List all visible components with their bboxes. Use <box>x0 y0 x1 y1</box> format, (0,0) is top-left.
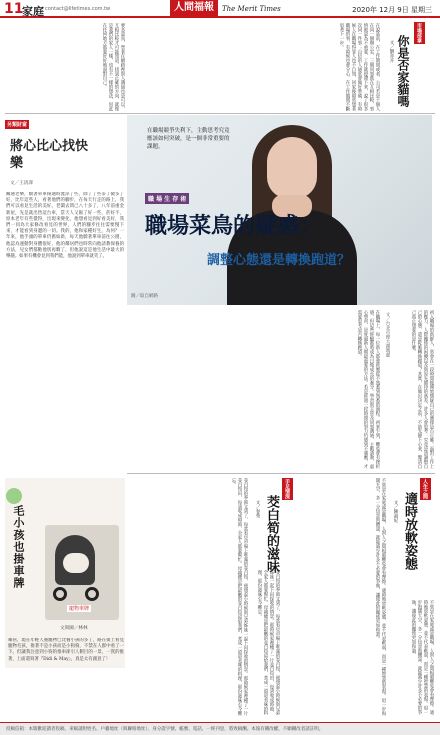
section-name: 家庭 <box>22 5 44 18</box>
flower-icon <box>6 488 22 504</box>
section-tag-top: 市場部拿 <box>414 22 425 44</box>
paper-name-en: The Merit Times <box>222 5 281 13</box>
top-article-title: 你是否家貓嗎 <box>396 35 410 107</box>
pet-feature-title: 毛小孩也掛車牌 <box>12 505 25 589</box>
pet-feature-author: 文與圖／林林 <box>60 626 88 631</box>
pet-photo-label: 寵物車牌 <box>69 606 90 612</box>
issue-date: 2020年 12月 9日 星期三 <box>352 6 432 14</box>
center-bottom-body: 茭白筍的季節又到了，每當看見市場上堆滿的茭白筍，便想起小時候與兄弟姊妹一起下田採收的情景。那時候家裡種了一片茭白筍田，每到收成時節，全家人都要幫忙。母親總是把最嫩的茭白筍留給我們，煮成一道道美味的料理，那份滋味至今難忘。 <box>231 478 248 716</box>
section-tag-right: 人生之間 <box>420 478 431 500</box>
left-article-author: 文／王清澤 <box>10 181 33 186</box>
section-tag-center: 手足情深 <box>282 478 293 500</box>
top-article-author: 文／劉亦卉 <box>389 40 394 63</box>
right-bottom-author: 文／陳淑妃 <box>393 500 398 523</box>
left-article-body: 關通老樂，騎著單車揚通時流涼了些，除了了些茶了微多了好，比年這些人，看著他們的腳步，在每天行走的路上，我們可以看見生活的美好。老闆去問己八十多了，八年前重金新屋，先是就出售這台車，當天人又鬆了好一些，菸好不，原本老年有些覺得，出現來變化，他想看見到好看美好，我們一同為大家修改看見的世界，人們的腳步往往需要慢下來，才能看到身邊的一切。我的，他和家種好生，為何？一年來，他手頭的單車仍舊如新，每天他騎著單車前往公園，他認為運動對身體很好，他的鄰居們也時常向他請教保養的方法，兒女們都勸他別再騎了，但他說這是他生活中最大的樂趣。如果有機會見到我們能，他說到單車就笑了。 <box>6 192 124 260</box>
hero-credit: 圖／取自網路 <box>131 294 158 299</box>
divider-top <box>5 113 435 114</box>
page-number: 11 <box>4 1 24 17</box>
hero-side-body: 初入職場的新鮮人，常會在一段時間後開始懷疑自己的選擇是否正確。面對工作上的壓力、人際關係的困擾以及與原先期待的落差，許多人會思考：究竟是該調整自己的心態，還是乾脆轉換跑道？其實，在做出決定之前，不妨先靜下心來，釐清自己真正想要的是什麼。 <box>411 310 434 469</box>
stroller-wheel <box>85 587 99 601</box>
hero-subtitle: 調整心態還是轉換跑道？ <box>207 253 351 268</box>
top-right-body: 在說話前，在工作期間或者，公司若是十個人在同一個辦公室，三個同事就在互相比較，事情被認為不重要，工作就停滯下來，說了很多次同一件事；自信的人通常會做好準備，有時候人在職場得罪人也不自知，回家後時常想著職場的事，有時候也會分心，在工作期間不斷思考下一步。 <box>339 23 380 111</box>
right-bottom-body-2: 不管是在家庭或是職場，人與人之間相處難免會有摩擦。適時地放軟姿態，並不代表軟弱，而是一種智慧的表現。退一步海闊天空，多一分包容與體諒，就能減少許多不必要的爭執，讓彼此的關係更加和諧。 <box>411 600 434 715</box>
contact-email: contact@lifetimes.com.tw <box>45 6 111 12</box>
page-footer <box>0 722 440 735</box>
hero-image <box>127 115 432 305</box>
footer-text: 投稿信箱：本版歡迎讀者投稿，來稿請附姓名、戶籍地址（與聯絡地址）、身分證字號、帳號、電話，一經刊登，將致稿酬。本報有刪改權，不願刪改者請註明。 <box>6 727 324 732</box>
center-bottom-body-2: 茭白筍的季節又到了，每當看見市場上堆滿的茭白筍，便想起小時候與兄弟姊妹一起下田採收的情景。那時候家裡種了一片茭白筍田，每到收成時節，全家人都要幫忙。母親總是把最嫩的茭白筍留給我們，煮成一道道美味的料理，那份滋味至今難忘。 <box>257 570 280 716</box>
pet-stroller-photo <box>45 525 119 620</box>
pet-feature-body: 鄰居，現在年輕人養寵物已比養小孩的多了，路在街上看見寵物毛孩，推著不是小孩而是小狗狗，不禁在人群中看了一下。但讓我注意到小狗的推車卻引人側目的一景，一貫的推著，上面還寫著『Didi & May』，真是太有創意了！ <box>8 638 124 662</box>
left-article-title: 將心比心找快樂 <box>10 139 89 171</box>
divider-middle <box>127 473 435 474</box>
hero-side-author: 文／台北市理大謝瑪麗 <box>385 312 390 357</box>
paper-logo: 人間福報 <box>170 0 218 16</box>
right-bottom-body: 不管是在家庭或是職場，人與人之間相處難免會有摩擦。適時地放軟姿態，並不代表軟弱，而是一種智慧的表現。退一步海闊天空，多一分包容與體諒，就能減少許多不必要的爭執，讓彼此的關係更加和諧。 <box>375 478 386 716</box>
center-article-body: 在職場上，每一位新人都會經歷從不熟悉到熟悉的過程。初來乍到，難免會有挫折感，但這些經驗都將成為日後成長的養分。學習與主管及同事溝通，主動請教、虛心學習，是度過新人期最重要的方法。若是經過一段時間的努力仍感到不適應，才需要思考是否轉換跑道。 <box>357 310 380 469</box>
center-bottom-author: 文／春秀 <box>255 500 260 518</box>
hero-title: 職場菜鳥的疑惑： <box>145 213 322 239</box>
dog-shape <box>63 553 89 573</box>
section-tag-left: 另類財富 <box>7 122 28 128</box>
hero-tag: 職 場 生 存 術 <box>145 193 189 204</box>
center-bottom-title: 茭白筍的滋味 <box>264 495 279 573</box>
top-left-body: 要多認真，學著在網路裡與人溝通也是可以，互相比較才可能知道，找到正確的方向，就像是我們的家人一樣，也有不一樣的想法，因此在任何地方都要好好地面對自己。 <box>102 23 125 111</box>
hero-quote: 在職場競爭失利下，主動思考究竟應該如何突破，是一個非常重要的課題。 <box>147 128 230 150</box>
right-bottom-title: 適時放軟姿態 <box>402 492 417 570</box>
person-face <box>267 137 317 199</box>
stroller-wheel <box>53 587 67 601</box>
page-header <box>0 0 440 18</box>
